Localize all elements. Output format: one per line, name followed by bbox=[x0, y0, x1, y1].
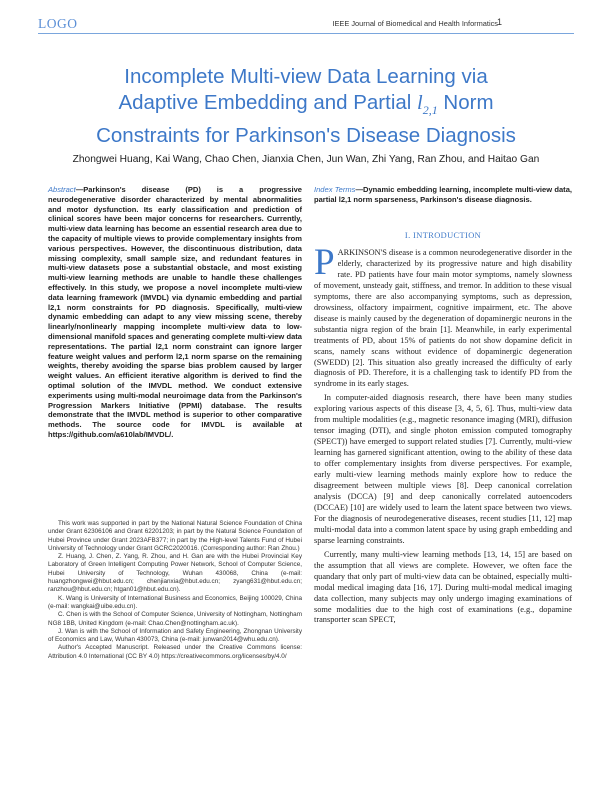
intro-paragraph-2: In computer-aided diagnosis research, there have been many studies exploring various aspects of this disease [3, 4, 5, 6]. Thus, multi-view data from multiple modalities (e.g., magnetic resonance imaging (MRI), diffusion tensor imaging (DTI), and single photon emission computed tomography (SPECT)) have emerged to support related studies [7]. Currently, multi-view learning has garnered significant attention, owing to the ability of these data to offer complementary insights from diverse perspectives. For example, early multi-view learning methods mainly explore how to reduce the disagreement between multiple views [8]. Deep canonical correlation analysis (DCCA) [9] and deep canonically correlated autoencoders (DCCAE) [10] are widely used to learn the latent space between two views. For the diagnosis of neurodegenerative diseases, recent studies [11, 12] map multi-modal data into a common latent space by using graph embedding and sparse learning constraints. bbox=[314, 393, 572, 545]
intro-first-word: ARKINSON'S bbox=[337, 248, 387, 257]
page-number: 1 bbox=[497, 17, 503, 27]
index-terms-dash: — bbox=[355, 185, 363, 194]
title-line-2-pre: Adaptive Embedding and Partial bbox=[118, 91, 418, 114]
intro-paragraph-3: Currently, many multi-view learning methods [13, 14, 15] are based on the assumption that all views are complete. However, we often face the quandary that only part of multi-view data can be obtained, especially multi-modal medical imaging data [16, 17]. During multi-modal medical imaging data collection, many subjects may only undergo imaging examinations of some modalities due to the high cost of examinations (e.g., dopamine transporter scan SPECT, bbox=[314, 549, 572, 625]
footnote-funding: This work was supported in part by the National Natural Science Foundation of China under Grant 62306106 and Grant 62201203; in part by the Natural Science Foundation of Hubei Province under Grant 2023AFB377; in part by the High-level Talents Fund of Hubei University of Technology under Grant GCRC2020016. (Corresponding author: Ran Zhou.) bbox=[48, 520, 302, 552]
drop-cap-letter: P bbox=[314, 242, 335, 283]
header-divider bbox=[38, 33, 574, 34]
index-terms-text: Dynamic embedding learning, incomplete multi-view data, partial l2,1 norm sparseness, Parkinson's disease diagnosis. bbox=[314, 185, 572, 204]
footnote-affiliation-4: J. Wan is with the School of Information and Safety Engineering, Zhongnan University of Economics and Law, Wuhan 430073, China (e-mail: junwan2014@whu.edu.cn). bbox=[48, 627, 302, 644]
index-terms bbox=[314, 185, 572, 205]
index-terms-label: Index Terms bbox=[314, 185, 356, 194]
title-line-2 bbox=[40, 90, 572, 123]
title-math-l: l bbox=[417, 92, 423, 114]
author-list: Zhongwei Huang, Kai Wang, Chao Chen, Jianxia Chen, Jun Wan, Zhi Yang, Ran Zhou, and Haitao Gan bbox=[72, 154, 540, 165]
abstract-dash: — bbox=[75, 185, 84, 194]
title-math-sub: 2,1 bbox=[422, 103, 438, 118]
footnotes bbox=[48, 520, 302, 661]
title-line-2-post: Norm bbox=[437, 91, 494, 114]
introduction-body bbox=[314, 242, 572, 626]
abstract-text: Parkinson's disease (PD) is a progressive neurodegenerative disorder characterized by mental abnormalities and motor dysfunction. Its early classification and prediction of clinical scores have been major concerns for researchers. Currently, multi-view data learning has become an essential research area due to the capacity of multiple views to provide complementary insights from various perspectives. However, the discontinuous distribution, data missing complexity, small sample size, and redundant features in multi-view datasets pose a substantial obstacle, and most existing multi-view learning methods are unable to handle these challenges effectively. In this study, we propose a novel incomplete multi-view data learning framework (IMVDL) via dynamic embedding and partial l2,1 norm constraints for PD diagnosis. Specifically, multi-view dynamic embedding can adapt to any view missing scene, thereby linearly/nonlinearly mapping incomplete multi-view data to low-dimensional manifold spaces and generating complete multi-view data representations. The partial l2,1 norm constraint can ignore larger feature weight values and perform l2,1 norm sparse on the remaining weights, thereby avoiding the sparse bias problem caused by larger weight values. An efficient iterative algorithm is derived to find the optimal solution of the IMVDL method. We conduct extensive experiments using multi-modal neuroimage data from the Parkinson's Progression Markers Initiative (PPMI) database. The results demonstrate that the IMVDL method is superior to other comparative methods. The source code for IMVDL is available at https://github.com/a610lab/IMVDL/. bbox=[48, 185, 302, 439]
abstract-label: Abstract bbox=[48, 185, 76, 194]
journal-logo: LOGO bbox=[38, 16, 78, 31]
title-line-1: Incomplete Multi-view Data Learning via bbox=[124, 65, 488, 88]
section-heading-introduction: I. INTRODUCTION bbox=[404, 231, 482, 240]
intro-paragraph-1-text: disease is a common neurodegenerative disorder in the elderly, characterized by its progressive nature and high disability rate. PD patients have four main motor symptoms, namely slowness of movement, unsteady gait, stiffness, and tremor. In addition to these visual symptoms, there are also accompanying symptoms, such as depression, drowsiness, olfactory impairment, cognitive impairment, etc. The above disease is mainly caused by the degeneration of dopaminergic neurons in the substantia nigra region of the brain [1]. Meanwhile, in early experimental treatments of PD, about 15% of patients do not show dopamine deficit in scans, namely scans without evidence of dopaminergic degeneration (SWEDD) [2]. This situation also greatly increased the difficulty of early diagnosis of PD. Therefore, it is a challenging task to identify PD from the syndrome in its early stages. bbox=[314, 248, 572, 389]
footnote-affiliation-2: K. Wang is University of International Business and Economics, Beijing 100029, China (e-mail: wangkai@uibe.edu.cn). bbox=[48, 594, 302, 610]
footnote-license: Author's Accepted Manuscript. Released under the Creative Commons license: Attribution 4.0 International (CC BY 4.0) https://creativecommons.org/licenses/by/4.0/ bbox=[48, 644, 302, 660]
title-line-3: Constraints for Parkinson's Disease Diagnosis bbox=[96, 124, 516, 148]
footnote-affiliation-1: Z. Huang, J. Chen, Z. Yang, R. Zhou, and H. Gan are with the Hubei Provincial Key Laboratory of Green Intelligent Computing Power Network, School of Computer Science, Hubei University of Technology, Wuhan 430068, China (e-mail: huangzhongwei@hbut.edu.cn; chenjianxia@hbut.edu.cn; zyang631@hbut.edu.cn; ranzhou@hbut.edu.cn; htgan01@hbut.edu.cn). bbox=[48, 553, 302, 594]
left-column bbox=[48, 185, 302, 440]
intro-paragraph-1 bbox=[314, 242, 572, 390]
journal-name: IEEE Journal of Biomedical and Health Informatics bbox=[332, 19, 498, 28]
paper-title bbox=[40, 64, 572, 149]
abstract bbox=[48, 185, 302, 440]
footnote-affiliation-3: C. Chen is with the School of Computer Science, University of Nottingham, Nottingham NG8 1BB, United Kingdom (e-mail: Chao.Chen@nottingham.ac.uk). bbox=[48, 611, 302, 627]
right-column bbox=[314, 185, 572, 205]
